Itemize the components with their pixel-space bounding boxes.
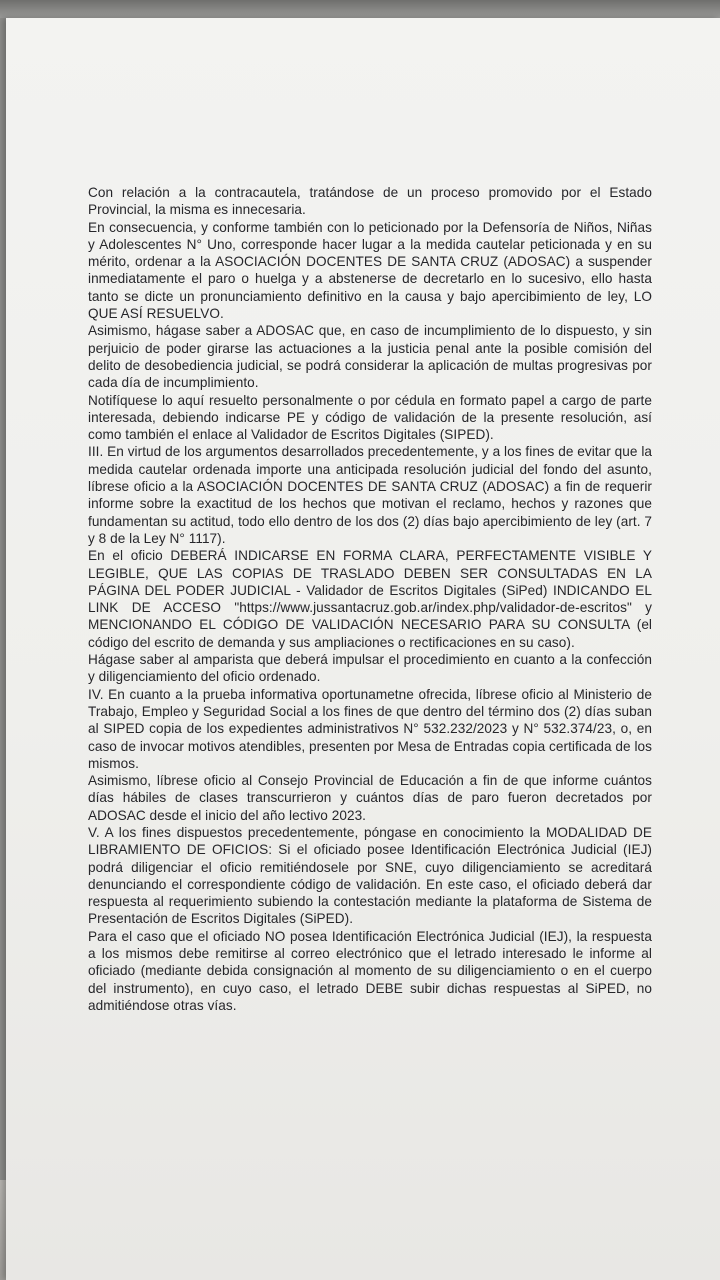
background-surface — [0, 0, 720, 18]
paragraph-oficio-indicarse: En el oficio DEBERÁ INDICARSE EN FORMA CLARA, PERFECTAMENTE VISIBLE Y LEGIBLE, QUE LAS COPIAS DE TRASLADO DEBEN SER CONSULTADAS EN LA PÁGINA DEL PODER JUDICIAL - Validador de Escritos Digitales (SiPed) INDICANDO EL LINK DE ACCESO "https://www.jussantacruz.gob.ar/index.php/validador-de-escritos" y MENCIONANDO EL CÓDIGO DE VALIDACIÓN NECESARIO PARA SU CONSULTA (el código del escrito de demanda y sus ampliaciones o rectificaciones en su caso). — [88, 548, 652, 650]
paragraph-sin-iej: Para el caso que el oficiado NO posea Identificación Electrónica Judicial (IEJ), la respuesta a los mismos debe remitirse al correo electrónico que el letrado interesado le informe al oficiado (mediante debida consignación al momento de su diligenciamiento o en el cuerpo del instrumento), en cuyo caso, el letrado DEBE subir dichas respuestas al SiPED, no admitiéndose otras vías. — [88, 928, 652, 1013]
paragraph-section-v: V. A los fines dispuestos precedentemente, póngase en conocimiento la MODALIDAD DE LIBRAMIENTO DE OFICIOS: Si el oficiado posee Identificación Electrónica Judicial (IEJ) podrá diligenciar el oficio remitiéndosele por SNE, cuyo diligenciamiento se acreditará denunciando el correspondiente código de validación. En este caso, el oficiado deberá dar respuesta al requerimiento subiendo la contestación mediante la plataforma de Sistema de Presentación de Escritos Digitales (SiPED). — [88, 824, 652, 927]
paragraph-consejo-educacion: Asimismo, líbrese oficio al Consejo Provincial de Educación a fin de que informe cuántos días hábiles de clases transcurrieron y cuántos días de paro fueron decretados por ADOSAC desde el inicio del año lectivo 2023. — [88, 773, 652, 823]
document-body — [88, 184, 652, 1014]
paragraph-consecuencia: En consecuencia, y conforme también con lo peticionado por la Defensoría de Niños, Niñas y Adolescentes N° Uno, corresponde hacer lugar a la medida cautelar peticionada y en su mérito, ordenar a la ASOCIACIÓN DOCENTES DE SANTA CRUZ (ADOSAC) a suspender inmediatamente el paro o huelga y a abstenerse de decretarlo en lo sucesivo, ello hasta tanto se dicte un pronunciamiento definitivo en la causa y bajo apercibimiento de ley, LO QUE ASÍ RESUELVO. — [88, 219, 652, 322]
paragraph-section-iv: IV. En cuanto a la prueba informativa oportunametne ofrecida, líbrese oficio al Ministerio de Trabajo, Empleo y Seguridad Social a los fines de que dentro del término dos (2) días suban al SIPED copia de los expedientes administrativos N° 532.232/2023 y N° 532.374/23, o, en caso de invocar motivos atendibles, presenten por Mesa de Entradas copia certificada de los mismos. — [88, 686, 652, 771]
paragraph-section-iii: III. En virtud de los argumentos desarrollados precedentemente, y a los fines de evitar que la medida cautelar ordenada importe una anticipada resolución judicial del fondo del asunto, líbrese oficio a la ASOCIACIÓN DOCENTES DE SANTA CRUZ (ADOSAC) a fin de requerir informe sobre la exactitud de los hechos que motivan el reclamo, hechos y razones que fundamentan su actitud, todo ello dentro de los dos (2) días bajo apercibimiento de ley (art. 7 y 8 de la Ley N° 1117). — [88, 444, 652, 546]
paragraph-amparista: Hágase saber al amparista que deberá impulsar el procedimiento en cuanto a la confección y diligenciamiento del oficio ordenado. — [88, 652, 652, 685]
paragraph-asimismo-adosac: Asimismo, hágase saber a ADOSAC que, en caso de incumplimiento de lo dispuesto, y sin perjuicio de poder girarse las actuaciones a la justicia penal ante la posible comisión del delito de desobediencia judicial, se podrá considerar la aplicación de multas progresivas por cada día de incumplimiento. — [88, 323, 652, 391]
paragraph-contracautela: Con relación a la contracautela, tratándose de un proceso promovido por el Estado Provincial, la misma es innecesaria. — [88, 185, 652, 218]
paragraph-notifiquese: Notifíquese lo aquí resuelto personalmente o por cédula en formato papel a cargo de parte interesada, debiendo indicarse PE y código de validación de la presente resolución, así como también el enlace al Validador de Escritos Digitales (SIPED). — [88, 392, 652, 443]
